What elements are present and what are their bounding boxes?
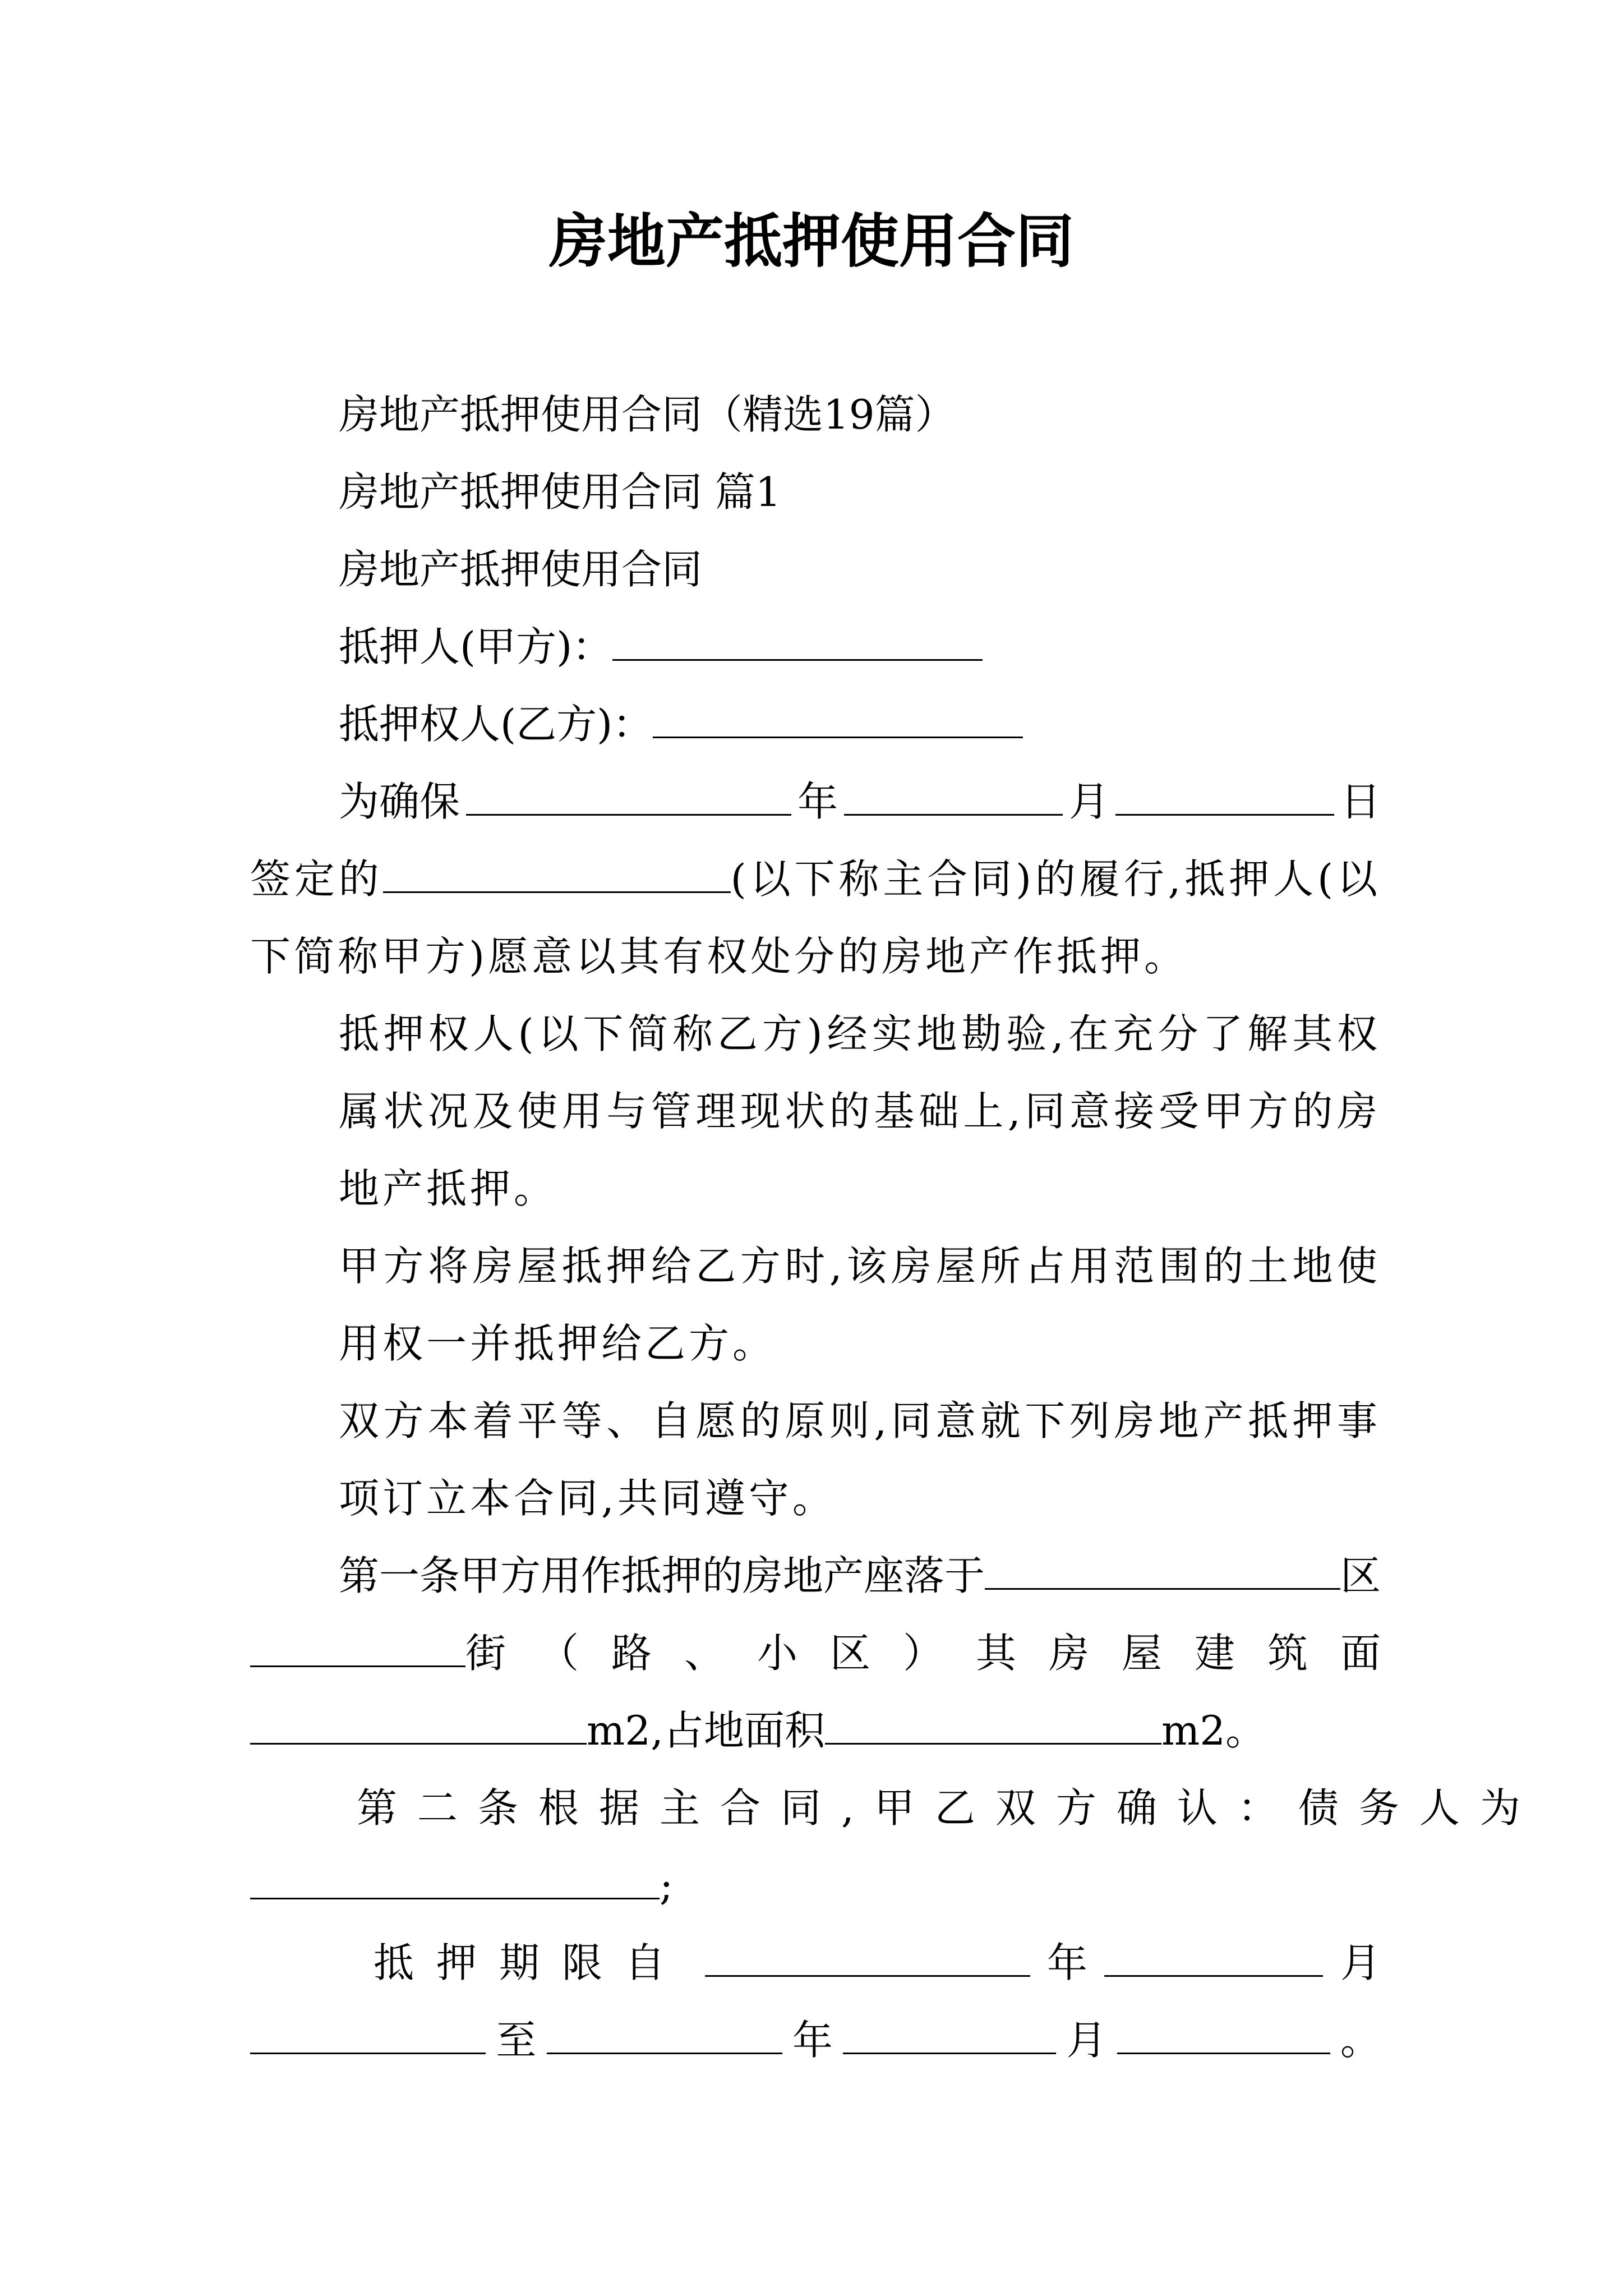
land-use-paragraph: 甲方将房屋抵押给乙方时,该房屋所占用范围的土地使用权一并抵押给乙方。 [339, 1243, 1381, 1367]
purpose-text-day: 日 [1340, 778, 1381, 825]
article-1-line-2 [250, 1614, 1413, 1692]
purpose-text-a: 为确保 [339, 778, 460, 825]
article-1-line-3 [250, 1692, 1381, 1769]
purpose-text-year: 年 [797, 778, 838, 825]
article-2-line-2 [250, 1847, 1381, 1924]
article-3-text-end: 。 [1340, 2017, 1381, 2064]
principle-paragraph: 双方本着平等、自愿的原则,同意就下列房地产抵押事项订立本合同,共同遵守。 [339, 1397, 1381, 1522]
land-area-blank[interactable] [825, 1708, 1161, 1745]
main-contract-blank[interactable] [383, 857, 731, 893]
article-1-text-street: 街（路、小区）其房屋建筑面 [465, 1630, 1413, 1677]
mortgagor-blank[interactable] [612, 624, 983, 661]
article-1-text-area: m2,占地面积 [587, 1707, 825, 1754]
street-blank[interactable] [250, 1631, 465, 1667]
section-heading: 房地产抵押使用合同 篇1 [339, 468, 781, 516]
article-3-text-month: 月 [1340, 1939, 1381, 1986]
term-end-day-blank[interactable] [1117, 2018, 1330, 2054]
article-3-text-a: 抵押期限自 [374, 1939, 688, 1986]
mortgagee-line [250, 685, 1381, 763]
mortgagee-consent-paragraph: 抵押权人(以下简称乙方)经实地勘验,在充分了解其权属状况及使用与管理现状的基础上,同意接受甲方的房地产抵押。 [339, 1010, 1381, 1212]
mortgagor-label: 抵押人(甲方)： [339, 623, 613, 670]
building-area-blank[interactable] [250, 1708, 587, 1745]
purpose-month-blank[interactable] [844, 779, 1063, 816]
article-3-text-to: 至 [496, 2017, 537, 2064]
term-start-day-blank[interactable] [250, 2018, 486, 2054]
article-1-text-district: 区 [1340, 1552, 1381, 1599]
term-start-month-blank[interactable] [1104, 1940, 1323, 1977]
article-2-line-1 [250, 1769, 1541, 1847]
mortgagee-blank[interactable] [653, 702, 1023, 738]
article-1-line-1 [250, 1537, 1381, 1614]
article-1-text-unit: m2。 [1161, 1707, 1266, 1754]
article-2-text: 第二条根据主合同,甲乙双方确认：债务人为 [357, 1784, 1541, 1832]
collection-heading: 房地产抵押使用合同（精选19篇） [339, 391, 956, 438]
article-3-text-year: 年 [1046, 1939, 1087, 1986]
district-blank[interactable] [985, 1553, 1340, 1590]
article-3-line-2 [250, 2001, 1381, 2079]
document-title: 房地产抵押使用合同 [548, 206, 1074, 275]
purpose-year-blank[interactable] [466, 779, 791, 816]
term-start-year-blank[interactable] [705, 1940, 1030, 1977]
purpose-text-signed: 签定的 [250, 855, 383, 903]
debtor-blank[interactable] [250, 1863, 660, 1899]
article-3-line-1 [250, 1924, 1381, 2001]
article-3-text-month-2: 月 [1066, 2017, 1107, 2064]
purpose-text-month: 月 [1068, 778, 1109, 825]
document-body [250, 376, 1541, 2079]
purpose-text-rest: (以下称主合同)的履行,抵押人(以下简称甲方)愿意以其有权处分的房地产作抵押。 [250, 855, 1381, 980]
article-3-text-year-2: 年 [792, 2017, 833, 2064]
purpose-day-blank[interactable] [1115, 779, 1334, 816]
article-2-text-end: ; [660, 1862, 674, 1909]
article-1-text-a: 第一条甲方用作抵押的房地产座落于 [339, 1552, 985, 1599]
mortgagee-label: 抵押权人(乙方)： [339, 701, 653, 748]
term-end-month-blank[interactable] [843, 2018, 1056, 2054]
mortgagor-line [250, 608, 1381, 685]
purpose-paragraph [250, 840, 1381, 995]
purpose-line-1 [250, 763, 1381, 840]
term-end-year-blank[interactable] [547, 2018, 782, 2054]
contract-heading: 房地产抵押使用合同 [339, 546, 703, 593]
